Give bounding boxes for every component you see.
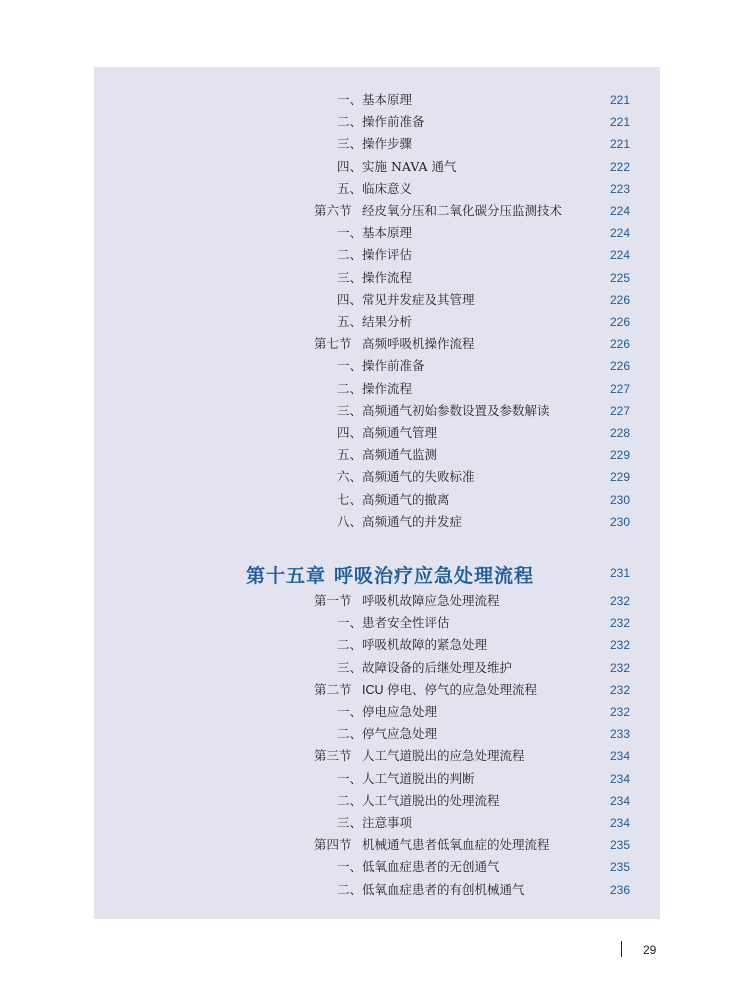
toc-item-title: 三、操作流程 bbox=[337, 269, 413, 285]
toc-page-number: 234 bbox=[609, 816, 630, 830]
toc-item-row[interactable] bbox=[0, 222, 730, 244]
toc-page-number: 236 bbox=[609, 882, 630, 897]
toc-item-row[interactable] bbox=[0, 378, 730, 400]
chapter-title: 呼吸治疗应急处理流程 bbox=[334, 565, 535, 587]
toc-page-number: 227 bbox=[609, 403, 630, 418]
toc-item-title: 二、人工气道脱出的处理流程 bbox=[337, 792, 500, 808]
toc-item-row[interactable] bbox=[0, 178, 730, 200]
section-number: 第三节 bbox=[314, 749, 352, 764]
toc-item-title: 二、低氧血症患者的有创机械通气 bbox=[337, 881, 525, 897]
toc-section-title bbox=[314, 200, 562, 222]
chapter-page: 231 bbox=[609, 566, 630, 580]
toc-item-row[interactable] bbox=[0, 466, 730, 488]
section-title: 经皮氧分压和二氧化碳分压监测技术 bbox=[362, 204, 563, 218]
toc-item-title: 七、高频通气的撤离 bbox=[337, 491, 450, 507]
toc-item-row[interactable] bbox=[0, 89, 730, 111]
toc-item-row[interactable] bbox=[0, 612, 730, 634]
toc-page-number: 222 bbox=[609, 159, 630, 174]
toc-item-title: 三、注意事项 bbox=[337, 815, 413, 830]
toc-item-title: 一、低氧血症患者的无创通气 bbox=[337, 859, 500, 875]
toc-page-number: 235 bbox=[609, 838, 630, 853]
toc-item-title: 一、基本原理 bbox=[337, 225, 413, 241]
toc-page-number: 226 bbox=[609, 315, 630, 329]
toc-item-title: 五、高频通气监测 bbox=[337, 447, 438, 463]
toc-page-number: 234 bbox=[609, 771, 630, 786]
toc-section-row[interactable] bbox=[0, 679, 730, 701]
toc-item-row[interactable] bbox=[0, 244, 730, 266]
toc-item-title: 二、操作前准备 bbox=[337, 114, 425, 130]
toc-item-title: 四、高频通气管理 bbox=[337, 425, 438, 440]
toc-page-number: 233 bbox=[609, 727, 630, 742]
toc-section-title bbox=[314, 834, 550, 856]
toc-section-row[interactable] bbox=[0, 834, 730, 856]
toc-item-title: 四、实施 NAVA 通气 bbox=[337, 158, 457, 174]
toc-item-row[interactable] bbox=[0, 311, 730, 333]
toc-item-row[interactable] bbox=[0, 634, 730, 656]
toc-item-row[interactable] bbox=[0, 812, 730, 834]
toc-page-number: 232 bbox=[609, 660, 630, 675]
toc-item-title: 五、结果分析 bbox=[337, 314, 413, 329]
section-number: 第七节 bbox=[314, 337, 352, 352]
footer-divider bbox=[621, 941, 622, 957]
toc-item-title: 一、患者安全性评估 bbox=[337, 615, 450, 631]
toc-item-title: 一、基本原理 bbox=[337, 92, 413, 107]
toc-item-row[interactable] bbox=[0, 701, 730, 723]
section-title: 机械通气患者低氧血症的处理流程 bbox=[362, 838, 550, 853]
toc-section-row[interactable] bbox=[0, 333, 730, 355]
toc-page-number: 221 bbox=[609, 93, 630, 107]
toc-page-number: 232 bbox=[609, 638, 630, 653]
toc-section-title bbox=[314, 333, 475, 355]
page-number: 29 bbox=[643, 943, 657, 957]
toc-item-row[interactable] bbox=[0, 879, 730, 901]
section-number: 第六节 bbox=[314, 204, 352, 218]
toc-page-number: 234 bbox=[609, 793, 630, 808]
toc-page-number: 230 bbox=[609, 514, 630, 529]
toc-item-row[interactable] bbox=[0, 111, 730, 133]
toc-item-row[interactable] bbox=[0, 444, 730, 466]
toc-item-title: 二、停气应急处理 bbox=[337, 726, 438, 742]
toc-page-number: 224 bbox=[609, 204, 630, 218]
toc-page-number: 229 bbox=[609, 470, 630, 485]
chapter-number: 第十五章 bbox=[246, 565, 327, 587]
toc-item-row[interactable] bbox=[0, 790, 730, 812]
toc-item-row[interactable] bbox=[0, 355, 730, 377]
toc-item-title: 五、临床意义 bbox=[337, 180, 413, 196]
toc-section-row[interactable] bbox=[0, 590, 730, 612]
toc-item-title: 四、常见并发症及其管理 bbox=[337, 291, 475, 307]
toc-section-row[interactable] bbox=[0, 745, 730, 767]
toc-page-number: 234 bbox=[609, 749, 630, 764]
toc-item-row[interactable] bbox=[0, 156, 730, 178]
toc-page-number: 227 bbox=[609, 381, 630, 396]
toc-page-number: 224 bbox=[609, 248, 630, 263]
toc-item-row[interactable] bbox=[0, 133, 730, 155]
toc-item-row[interactable] bbox=[0, 856, 730, 878]
toc-page-number: 221 bbox=[609, 137, 630, 152]
toc-page-number: 226 bbox=[609, 359, 630, 374]
section-title: 高频呼吸机操作流程 bbox=[362, 337, 475, 352]
section-title: 人工气道脱出的应急处理流程 bbox=[362, 749, 525, 764]
toc-item-row[interactable] bbox=[0, 289, 730, 311]
toc-item-title: 六、高频通气的失败标准 bbox=[337, 469, 475, 485]
toc-page-number: 223 bbox=[609, 181, 630, 196]
toc-item-title: 八、高频通气的并发症 bbox=[337, 513, 463, 529]
toc-page-number: 224 bbox=[609, 226, 630, 241]
toc-page-number: 232 bbox=[609, 705, 630, 719]
section-number: 第一节 bbox=[314, 594, 352, 608]
toc-item-row[interactable] bbox=[0, 489, 730, 511]
chapter-heading[interactable] bbox=[246, 561, 534, 588]
section-title: 呼吸机故障应急处理流程 bbox=[362, 594, 500, 608]
toc-item-title: 三、故障设备的后继处理及维护 bbox=[337, 659, 513, 675]
toc-page-number: 225 bbox=[609, 270, 630, 285]
toc-item-row[interactable] bbox=[0, 723, 730, 745]
toc-item-title: 二、操作评估 bbox=[337, 247, 413, 263]
toc-item-title: 二、呼吸机故障的紧急处理 bbox=[337, 637, 488, 653]
toc-section-title bbox=[314, 679, 537, 701]
toc-section-title bbox=[314, 745, 525, 767]
toc-page-number: 221 bbox=[609, 115, 630, 130]
toc-item-title: 三、高频通气初始参数设置及参数解读 bbox=[337, 402, 550, 418]
toc-page-number: 229 bbox=[609, 448, 630, 463]
toc-item-row[interactable] bbox=[0, 657, 730, 679]
toc-item-row[interactable] bbox=[0, 511, 730, 533]
toc-page-number: 235 bbox=[609, 860, 630, 875]
toc-page-number: 226 bbox=[609, 292, 630, 307]
toc-item-row[interactable] bbox=[0, 267, 730, 289]
toc-section-title bbox=[314, 590, 500, 612]
toc-page-number: 228 bbox=[609, 426, 630, 440]
section-number: 第四节 bbox=[314, 838, 352, 853]
toc-item-title: 一、人工气道脱出的判断 bbox=[337, 770, 475, 786]
toc-item-title: 一、操作前准备 bbox=[337, 358, 425, 374]
toc-section-row[interactable] bbox=[0, 200, 730, 222]
toc-item-title: 一、停电应急处理 bbox=[337, 704, 438, 719]
section-title: ICU 停电、停气的应急处理流程 bbox=[362, 682, 538, 697]
toc-page-number: 232 bbox=[609, 682, 630, 697]
section-number: 第二节 bbox=[314, 682, 352, 697]
toc-item-title: 三、操作步骤 bbox=[337, 136, 413, 152]
toc-item-row[interactable] bbox=[0, 422, 730, 444]
toc-item-row[interactable] bbox=[0, 400, 730, 422]
toc-page-number: 230 bbox=[609, 492, 630, 507]
toc-page-number: 232 bbox=[609, 616, 630, 631]
toc-item-row[interactable] bbox=[0, 768, 730, 790]
toc-page-number: 226 bbox=[609, 337, 630, 352]
toc-page-number: 232 bbox=[609, 594, 630, 608]
toc-item-title: 二、操作流程 bbox=[337, 380, 413, 396]
